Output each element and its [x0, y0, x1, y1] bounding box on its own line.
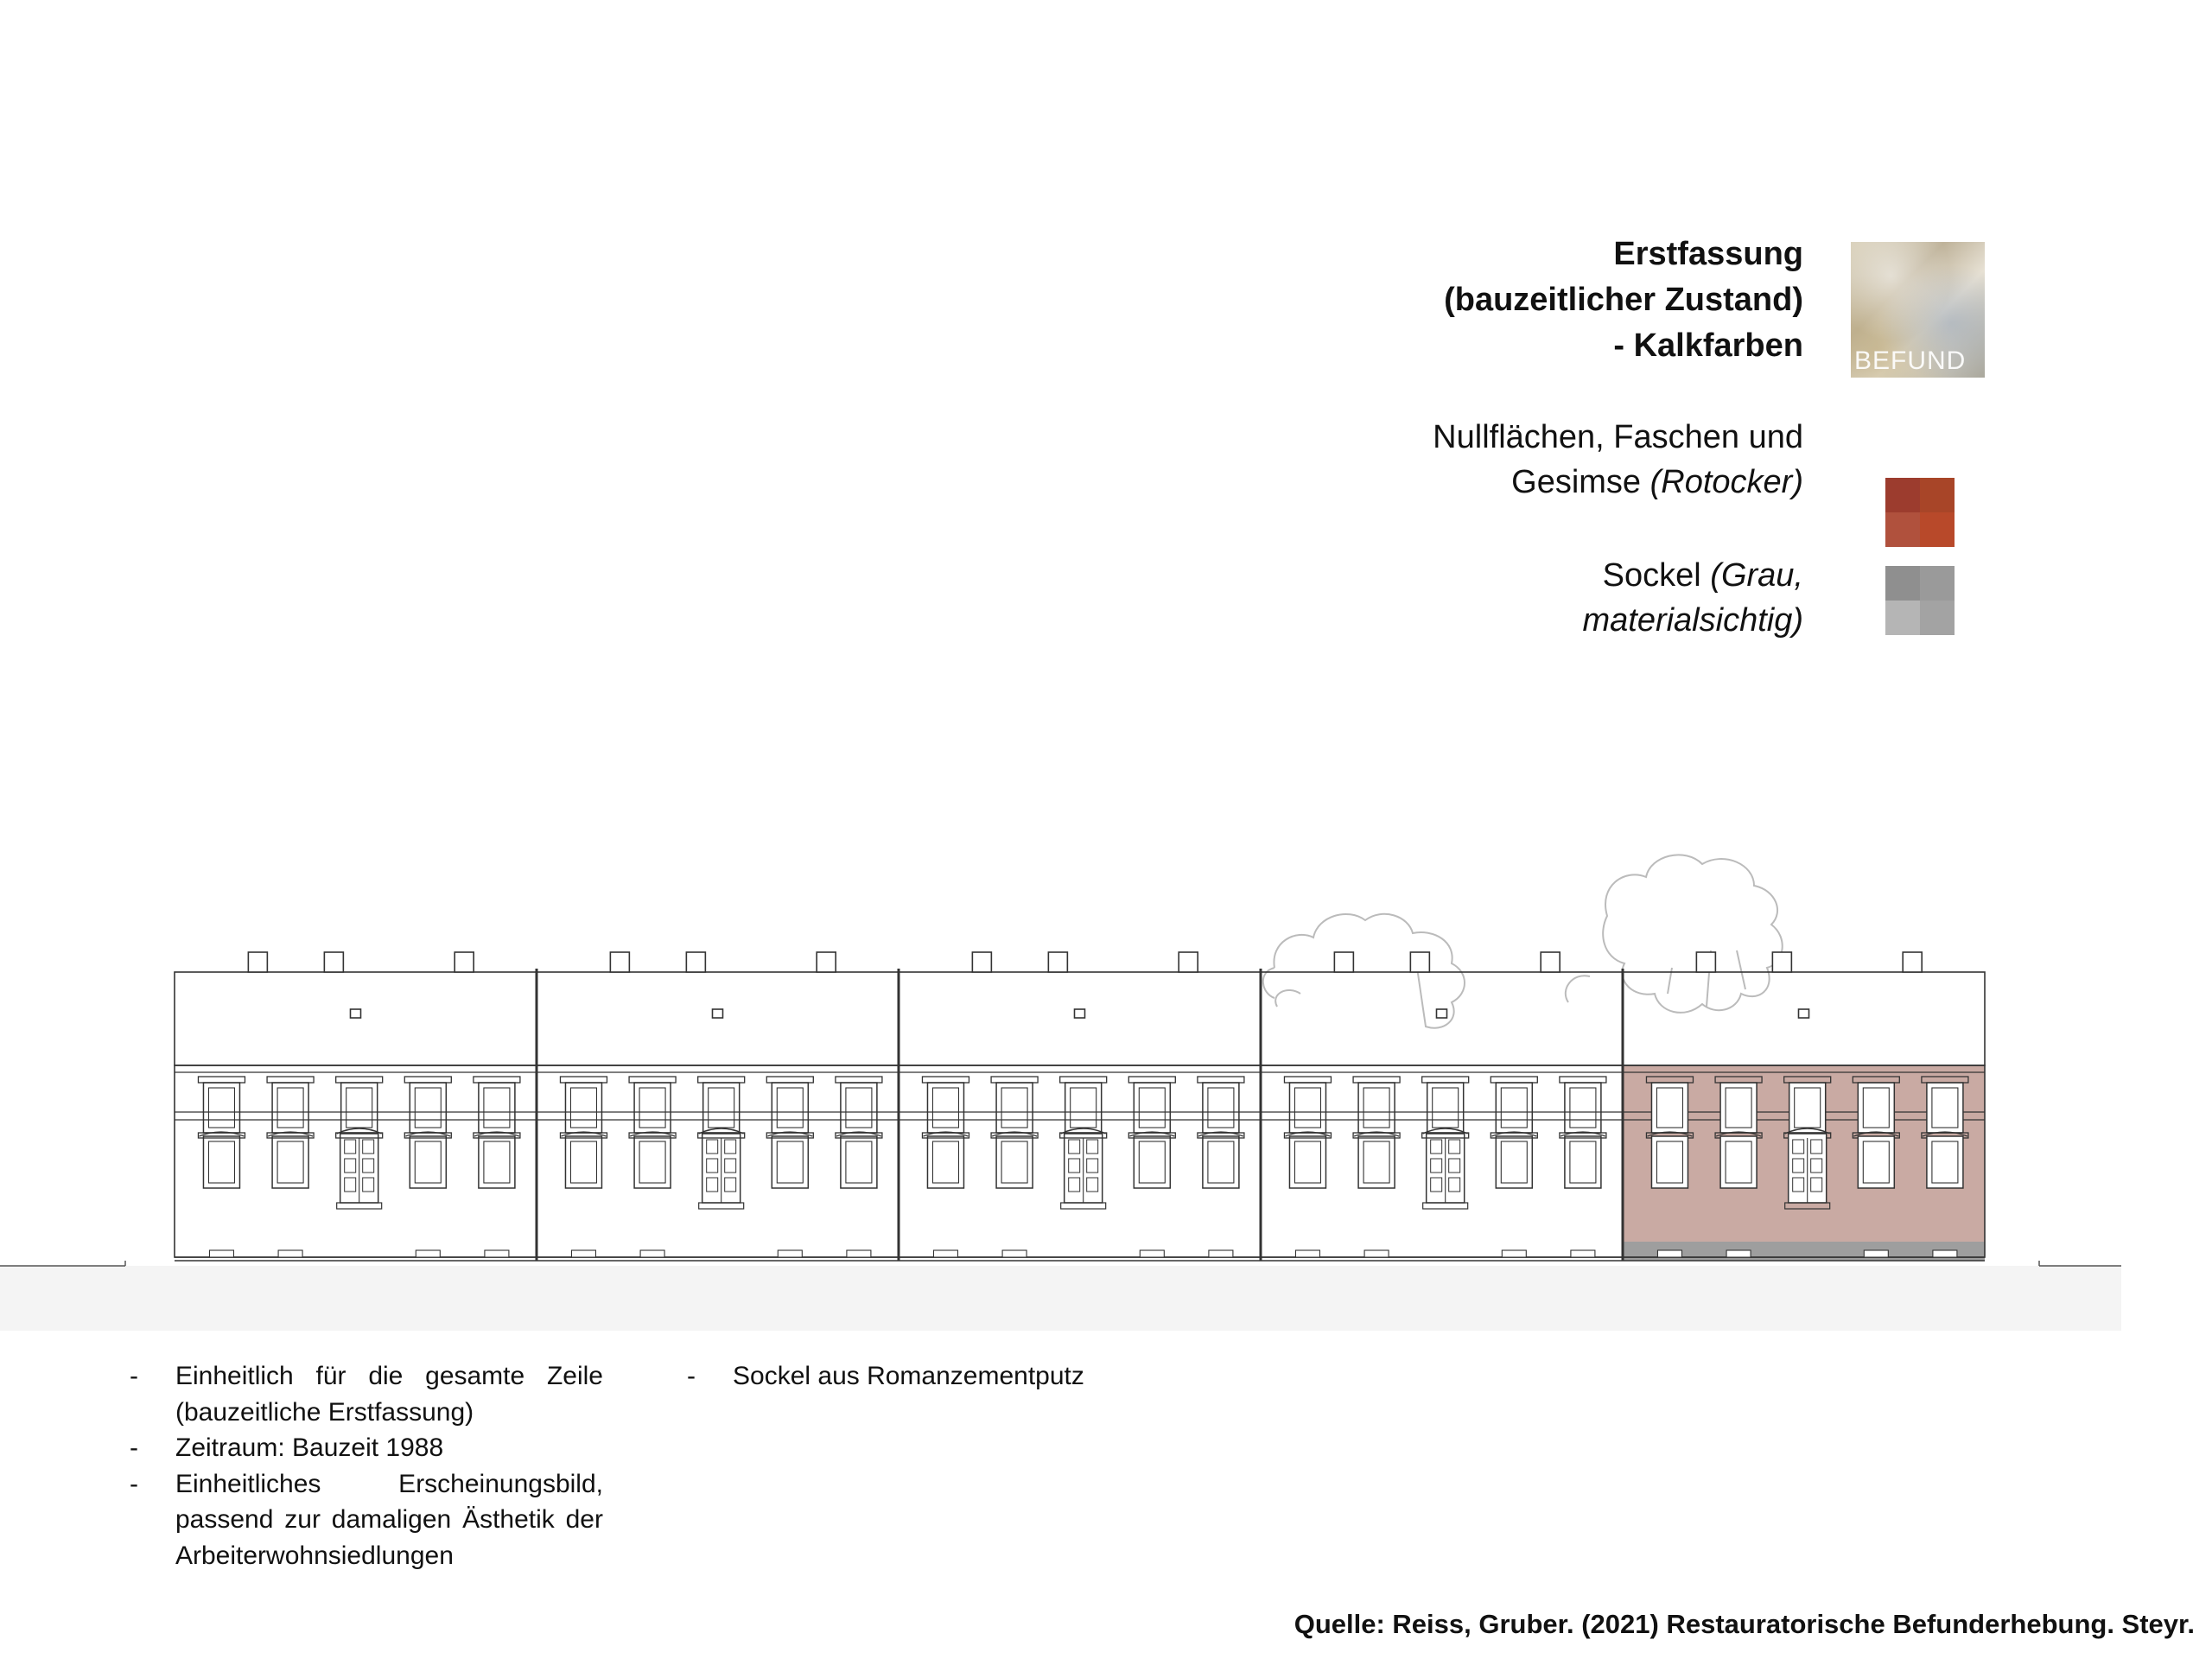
grau-swatch — [1885, 566, 1955, 635]
cellar-window — [571, 1250, 595, 1257]
door-panel — [1449, 1140, 1460, 1154]
door-panel — [1069, 1140, 1080, 1154]
door-panel — [345, 1140, 356, 1154]
window-sill — [1560, 1133, 1606, 1138]
bullet-dash: - — [130, 1362, 138, 1390]
list-item — [687, 1358, 1292, 1395]
tree-right-crown — [1603, 855, 1783, 1013]
cellar-window — [1140, 1250, 1164, 1257]
legend-rotocker-line2 — [1433, 460, 1803, 505]
cellar-window — [278, 1250, 302, 1257]
cellar-window — [416, 1250, 440, 1257]
window-lintel — [922, 1077, 969, 1083]
window-pane — [777, 1088, 803, 1128]
window-pane — [1294, 1088, 1320, 1128]
cellar-window — [1571, 1250, 1595, 1257]
door-step — [699, 1203, 744, 1209]
row-house — [537, 952, 899, 1261]
row-house — [899, 952, 1261, 1261]
befund-photo-swatch — [1851, 242, 1985, 378]
list-item — [130, 1358, 603, 1430]
swatch-cell — [1920, 566, 1955, 601]
window-lintel — [1491, 1077, 1537, 1083]
door-panel — [707, 1178, 718, 1192]
window-lintel — [1198, 1077, 1244, 1083]
window-sill — [766, 1133, 813, 1138]
door-panel — [725, 1159, 736, 1173]
window-lintel — [267, 1077, 314, 1083]
chimney — [1334, 952, 1353, 972]
door-panel — [1431, 1140, 1442, 1154]
bullet-text: Zeitraum: Bauzeit 1988 — [175, 1433, 444, 1462]
door-panel — [725, 1140, 736, 1154]
swatch-cell — [1885, 566, 1920, 601]
window-lintel — [560, 1077, 607, 1083]
chimney — [1903, 952, 1922, 972]
window-lintel — [1060, 1077, 1107, 1083]
cellar-window — [640, 1250, 664, 1257]
cellar-window — [1726, 1250, 1751, 1257]
legend-rotocker-italic: (Rotocker) — [1649, 464, 1803, 500]
bullet-dash: - — [130, 1469, 138, 1498]
window-pane — [1139, 1141, 1165, 1183]
chimney — [1179, 952, 1198, 972]
door-panel — [1087, 1178, 1098, 1192]
chimney — [1772, 952, 1791, 972]
window-lintel — [1128, 1077, 1175, 1083]
window-lintel — [1284, 1077, 1331, 1083]
window-lintel — [836, 1077, 882, 1083]
chimney — [817, 952, 836, 972]
window-pane — [1433, 1088, 1459, 1128]
window-pane — [570, 1088, 596, 1128]
window-pane — [1294, 1141, 1320, 1183]
window-pane — [846, 1141, 872, 1183]
swatch-cell — [1920, 601, 1955, 635]
window-pane — [1208, 1141, 1234, 1183]
door-panel — [1449, 1178, 1460, 1192]
door-panel — [345, 1159, 356, 1173]
cellar-window — [1657, 1250, 1681, 1257]
window-pane — [208, 1088, 234, 1128]
window-pane — [639, 1088, 665, 1128]
door-panel — [1087, 1140, 1098, 1154]
window-pane — [1363, 1141, 1389, 1183]
swatch-cell — [1920, 478, 1955, 512]
legend-title — [1444, 232, 1803, 369]
list-item — [130, 1430, 603, 1466]
window-lintel — [198, 1077, 245, 1083]
chimney — [686, 952, 705, 972]
door-step — [1061, 1203, 1106, 1209]
window-sill — [1128, 1133, 1175, 1138]
window-pane — [1071, 1088, 1096, 1128]
roof-vent — [1075, 1009, 1085, 1018]
window-sill — [1198, 1133, 1244, 1138]
facade-elevation-drawing — [0, 821, 2212, 1339]
chimney — [248, 952, 267, 972]
legend-sockel-line1 — [1582, 553, 1803, 598]
ground-strip — [0, 1266, 2121, 1331]
door-step — [337, 1203, 382, 1209]
window-pane — [415, 1088, 441, 1128]
window-pane — [1363, 1088, 1389, 1128]
cellar-window — [1933, 1250, 1957, 1257]
row-house — [1623, 952, 1985, 1261]
bullet-dash: - — [130, 1433, 138, 1462]
row-house — [1261, 952, 1623, 1261]
window-lintel — [474, 1077, 520, 1083]
roof — [1261, 972, 1623, 1065]
tree-left-crown — [1263, 914, 1465, 1028]
window-lintel — [404, 1077, 451, 1083]
bullet-list-left — [130, 1358, 603, 1573]
window-pane — [415, 1141, 441, 1183]
window-pane — [346, 1088, 372, 1128]
chimney — [1541, 952, 1560, 972]
chimney — [610, 952, 629, 972]
cellar-window — [1002, 1250, 1027, 1257]
roof-vent — [1437, 1009, 1447, 1018]
door-panel — [363, 1178, 374, 1192]
window-sill — [1353, 1133, 1400, 1138]
befund-label: BEFUND — [1854, 346, 1967, 375]
window-pane — [484, 1088, 510, 1128]
window-pane — [1501, 1088, 1527, 1128]
window-lintel — [1422, 1077, 1469, 1083]
window-sill — [836, 1133, 882, 1138]
door-panel — [1087, 1159, 1098, 1173]
legend-rotocker-line1: Nullflächen, Faschen und — [1433, 419, 1803, 455]
legend-sockel-italic: (Grau, — [1710, 557, 1803, 594]
window-pane — [639, 1141, 665, 1183]
swatch-cell — [1885, 478, 1920, 512]
window-pane — [1570, 1088, 1596, 1128]
door-panel — [1431, 1159, 1442, 1173]
roof — [537, 972, 899, 1065]
door-panel — [1449, 1159, 1460, 1173]
cellar-window — [209, 1250, 233, 1257]
door-panel — [1069, 1159, 1080, 1173]
door-panel — [363, 1140, 374, 1154]
window-pane — [932, 1141, 958, 1183]
door-step — [1423, 1203, 1468, 1209]
window-lintel — [766, 1077, 813, 1083]
window-pane — [1139, 1088, 1165, 1128]
roof-vent — [1799, 1009, 1809, 1018]
window-pane — [277, 1088, 303, 1128]
window-lintel — [1560, 1077, 1606, 1083]
window-lintel — [629, 1077, 676, 1083]
bullet-dash: - — [687, 1362, 696, 1390]
window-pane — [484, 1141, 510, 1183]
cellar-window — [1209, 1250, 1233, 1257]
source-citation: Quelle: Reiss, Gruber. (2021) Restauratorische Befunderhebung. Steyr. — [1294, 1609, 2195, 1639]
window-pane — [777, 1141, 803, 1183]
tree-outlines — [1263, 855, 1783, 1027]
window-pane — [570, 1141, 596, 1183]
window-sill — [198, 1133, 245, 1138]
legend-title-line: (bauzeitlicher Zustand) — [1444, 282, 1803, 318]
cellar-window — [1364, 1250, 1389, 1257]
window-pane — [932, 1088, 958, 1128]
roof — [1623, 972, 1985, 1065]
door-panel — [707, 1140, 718, 1154]
door-panel — [707, 1159, 718, 1173]
window-pane — [277, 1141, 303, 1183]
door-panel — [345, 1178, 356, 1192]
door-panel — [1069, 1178, 1080, 1192]
bullet-text: Einheitliches Erscheinungsbild, passend zur damaligen Ästhetik der Arbeiterwohnsiedlungen — [175, 1469, 603, 1570]
window-pane — [1001, 1088, 1027, 1128]
window-pane — [1501, 1141, 1527, 1183]
window-pane — [1208, 1088, 1234, 1128]
legend-sockel-line2: materialsichtig) — [1582, 602, 1803, 639]
window-sill — [922, 1133, 969, 1138]
window-lintel — [336, 1077, 383, 1083]
window-sill — [267, 1133, 314, 1138]
chimney — [972, 952, 991, 972]
cellar-window — [933, 1250, 957, 1257]
chimney — [1696, 952, 1715, 972]
window-sill — [404, 1133, 451, 1138]
door-panel — [363, 1159, 374, 1173]
swatch-cell — [1885, 512, 1920, 547]
roof-vent — [713, 1009, 723, 1018]
door-panel — [1431, 1178, 1442, 1192]
legend-rotocker-plain: Gesimse — [1511, 464, 1650, 500]
legend-title-line: - Kalkfarben — [1613, 327, 1803, 364]
window-pane — [846, 1088, 872, 1128]
window-pane — [1001, 1141, 1027, 1183]
window-lintel — [1353, 1077, 1400, 1083]
roof — [175, 972, 537, 1065]
window-sill — [991, 1133, 1038, 1138]
door-panel — [725, 1178, 736, 1192]
roof-vent — [351, 1009, 361, 1018]
row-houses — [175, 952, 1985, 1261]
window-lintel — [698, 1077, 745, 1083]
window-pane — [709, 1088, 734, 1128]
window-sill — [629, 1133, 676, 1138]
window-pane — [1570, 1141, 1596, 1183]
rotocker-swatch — [1885, 478, 1955, 547]
bullet-text: Sockel aus Romanzementputz — [733, 1362, 1084, 1390]
window-sill — [1284, 1133, 1331, 1138]
window-sill — [1491, 1133, 1537, 1138]
chimney — [324, 952, 343, 972]
cellar-window — [485, 1250, 509, 1257]
chimney — [1048, 952, 1067, 972]
chimney — [1410, 952, 1429, 972]
swatch-cell — [1885, 601, 1920, 635]
window-sill — [474, 1133, 520, 1138]
legend-rotocker-text — [1433, 415, 1803, 505]
cellar-window — [847, 1250, 871, 1257]
bullet-list-right — [687, 1358, 1292, 1395]
window-sill — [560, 1133, 607, 1138]
cellar-window — [1502, 1250, 1526, 1257]
row-house — [175, 952, 537, 1261]
roof — [899, 972, 1261, 1065]
swatch-cell — [1920, 512, 1955, 547]
cellar-window — [1864, 1250, 1888, 1257]
bullet-text: Einheitlich für die gesamte Zeile (bauzeitliche Erstfassung) — [175, 1362, 603, 1427]
chimney — [454, 952, 474, 972]
legend-title-line: Erstfassung — [1613, 236, 1803, 272]
tree-edge-detail — [1275, 976, 1590, 1007]
window-lintel — [991, 1077, 1038, 1083]
legend-sockel-text — [1582, 553, 1803, 643]
window-pane — [208, 1141, 234, 1183]
cellar-window — [1295, 1250, 1319, 1257]
legend-sockel-plain: Sockel — [1602, 557, 1711, 594]
list-item — [130, 1466, 603, 1574]
cellar-window — [778, 1250, 802, 1257]
